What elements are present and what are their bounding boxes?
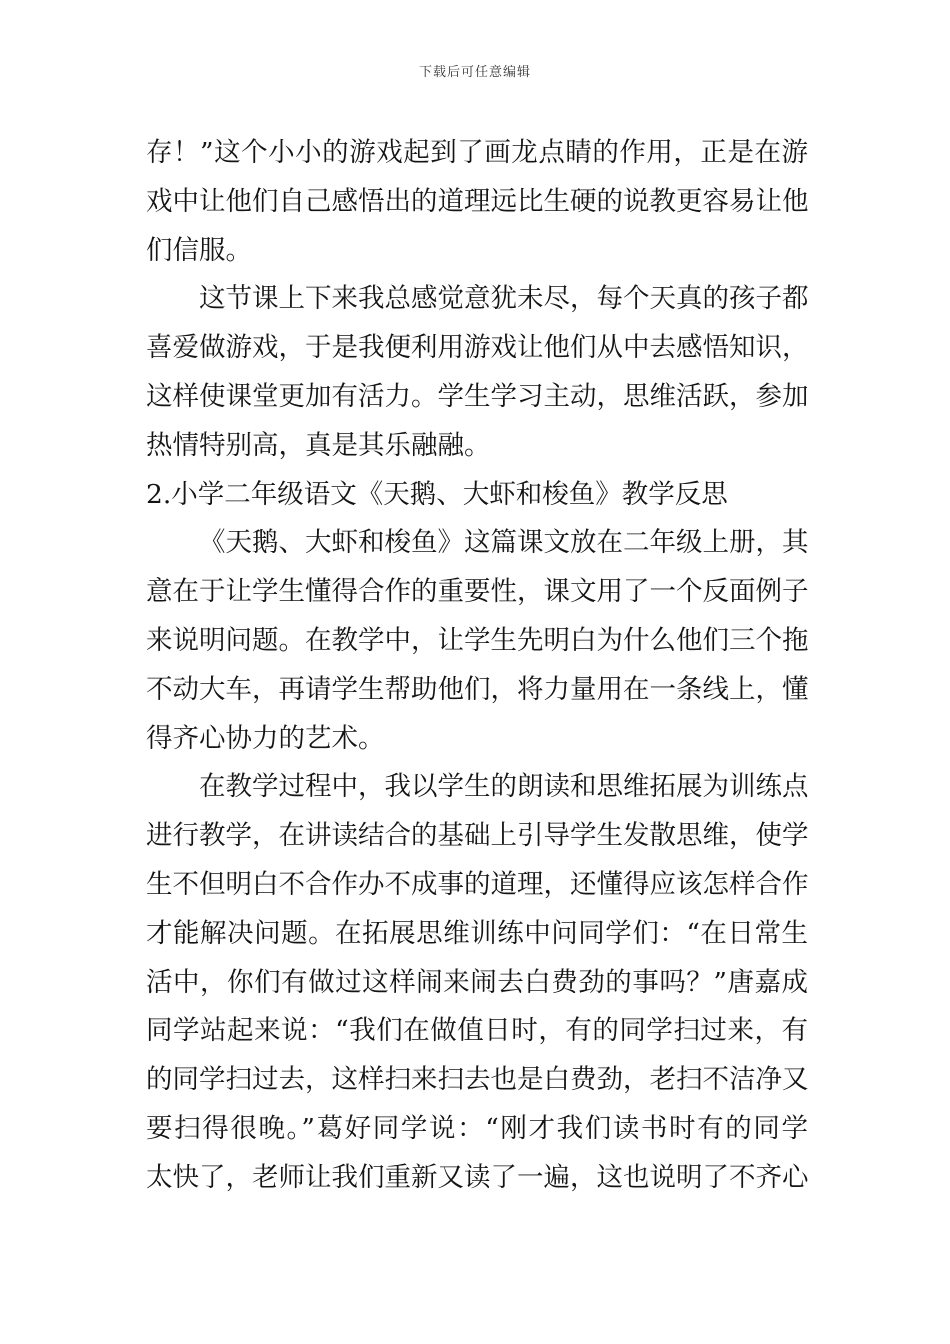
text-line: 戏中让他们自己感悟出的道理远比生硬的说教更容易让他 [146, 185, 809, 217]
text-line: 的同学扫过去，这样扫来扫去也是白费劲，老扫不洁净又 [146, 1064, 809, 1096]
text-line: 才能解决问题。在拓展思维训练中问同学们：“在日常生 [146, 917, 808, 949]
paragraph-3 [146, 519, 808, 763]
text-line: 喜爱做游戏，于是我便利用游戏让他们从中去感悟知识， [146, 332, 809, 364]
paragraph-1 [146, 129, 808, 275]
page-header: 下载后可任意编辑 [418, 65, 531, 80]
text-line: 不动大车，再请学生帮助他们，将力量用在一条线上，懂 [146, 673, 809, 705]
section-heading [146, 471, 808, 520]
text-line: 意在于让学生懂得合作的重要性，课文用了一个反面例子 [146, 576, 809, 608]
text-line: 在教学过程中，我以学生的朗读和思维拓展为训练点 [199, 771, 809, 803]
text-line: 进行教学，在讲读结合的基础上引导学生发散思维，使学 [146, 820, 809, 852]
text-line: 来说明问题。在教学中，让学生先明白为什么他们三个拖 [146, 624, 809, 656]
heading-text: 2.小学二年级语文《天鹅、大虾和梭鱼》教学反思 [146, 478, 728, 510]
paragraph-2 [146, 275, 808, 470]
text-line: 存！”这个小小的游戏起到了画龙点睛的作用，正是在游 [146, 137, 808, 168]
text-line: 得齐心协力的艺术。 [146, 722, 385, 754]
text-line: 这节课上下来我总感觉意犹未尽，每个天真的孩子都 [199, 283, 809, 315]
text-line: 太快了，老师让我们重新又读了一遍，这也说明了不齐心 [146, 1161, 809, 1193]
text-line: 同学站起来说：“我们在做值日时，有的同学扫过来，有 [146, 1015, 808, 1047]
document-body [146, 129, 808, 1203]
text-line: 这样使课堂更加有活力。学生学习主动，思维活跃，参加 [146, 380, 809, 412]
text-line: 要扫得很晚。”葛好同学说：“刚才我们读书时有的同学 [146, 1112, 808, 1144]
text-line: 活中，你们有做过这样闹来闹去白费劲的事吗？”唐嘉成 [146, 966, 808, 998]
text-line: 《天鹅、大虾和梭鱼》这篇课文放在二年级上册，其 [199, 527, 809, 559]
paragraph-4 [146, 763, 808, 1202]
text-line: 们信服。 [146, 234, 252, 266]
text-line: 热情特别高，真是其乐融融。 [146, 429, 491, 461]
text-line: 生不但明白不合作办不成事的道理，还懂得应该怎样合作 [146, 868, 809, 900]
